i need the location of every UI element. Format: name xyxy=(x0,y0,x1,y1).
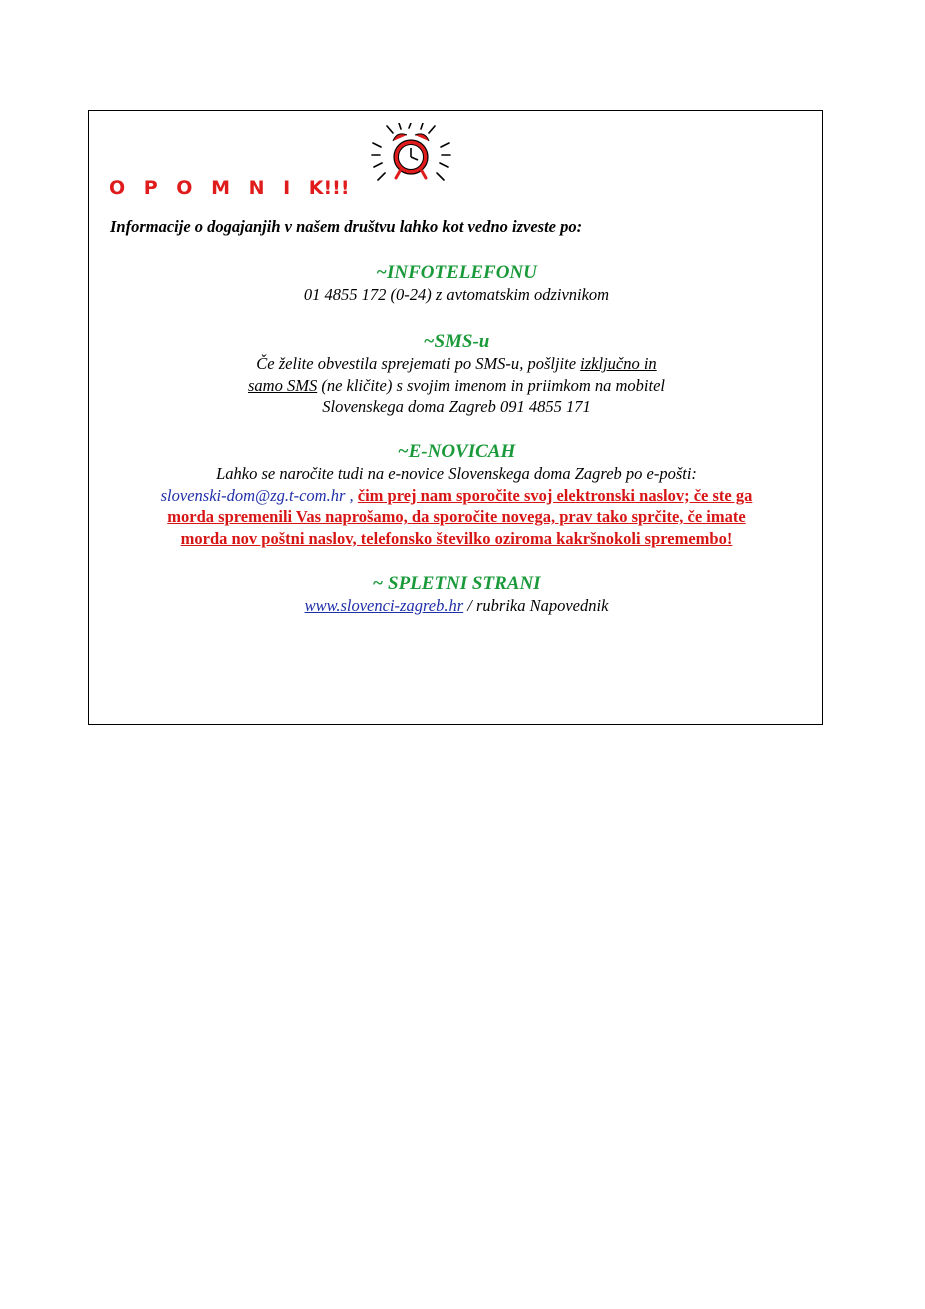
warning-text-2: morda spremenili Vas naprošamo, da sporočite novega, prav tako sprčite, če imate xyxy=(167,507,746,526)
heading-spletni: ~ SPLETNI STRANI xyxy=(372,573,541,594)
section-spletni xyxy=(89,573,824,617)
enovice-line-1: Lahko se naročite tudi na e-novice Slovenskega doma Zagreb po e-pošti: xyxy=(216,464,697,483)
alarm-clock-icon xyxy=(371,123,451,191)
section-sms xyxy=(89,331,824,418)
reminder-box xyxy=(88,110,823,725)
enovice-line-3 xyxy=(89,506,824,528)
heading-enovice: ~E-NOVICAH xyxy=(397,441,516,462)
enovice-line-2: slovenski-dom@zg.t-com.hr , čim prej nam sporočite svoj elektronski naslov; če ste ga xyxy=(160,485,753,505)
warning-text-3: morda nov poštni naslov, telefonsko številko oziroma kakršnokoli spremembo! xyxy=(180,528,733,548)
infotelefon-line: 01 4855 172 (0-24) z avtomatskim odzivnikom xyxy=(303,285,610,304)
warning-text-1: čim prej nam sporočite svoj elektronski naslov; če ste ga xyxy=(357,485,753,505)
spletni-line: www.slovenci-zagreb.hr / rubrika Napovednik xyxy=(304,596,609,615)
page-title: O P O M N I K!!! xyxy=(109,177,350,199)
heading-sms: ~SMS-u xyxy=(423,331,490,352)
website-link[interactable]: www.slovenci-zagreb.hr xyxy=(304,596,464,615)
sms-line-3: Slovenskega doma Zagreb 091 4855 171 xyxy=(322,397,591,416)
intro-text: Informacije o dogajanjih v našem društvu lahko kot vedno izveste po: xyxy=(110,217,583,236)
section-infotelefon xyxy=(89,262,824,306)
sms-line-2: samo SMS (ne kličite) s svojim imenom in priimkom na mobitel xyxy=(247,375,666,395)
enovice-line-4 xyxy=(89,528,824,550)
section-enovice xyxy=(89,441,824,549)
email-link[interactable]: slovenski-dom@zg.t-com.hr xyxy=(160,485,346,505)
heading-infotelefon: ~INFOTELEFONU xyxy=(376,262,537,283)
sms-line-1: Če želite obvestila sprejemati po SMS-u, pošljite izključno in xyxy=(256,354,657,373)
